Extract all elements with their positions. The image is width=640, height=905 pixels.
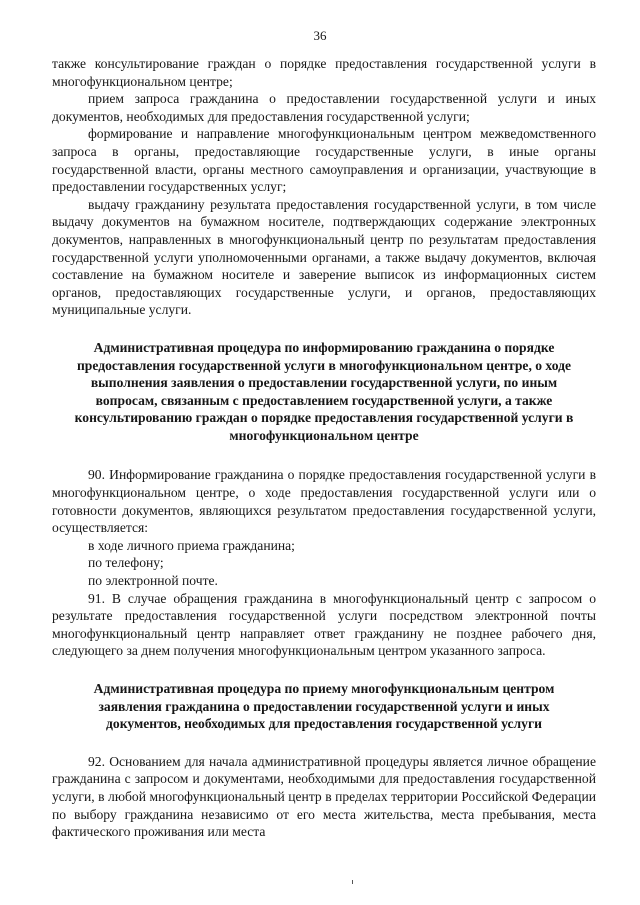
paragraph-92: 92. Основанием для начала административной процедуры является личное обращение гражданина с запросом и документами, необходимыми для предоставления государственной услуги, в любой многофункциональный центр в пределах территории Российской Федерации по выбору гражданина независимо от его места жительства, места пребывания, места фактического проживания или места — [52, 753, 596, 840]
list-item-email: по электронной почте. — [88, 573, 218, 589]
page-number: 36 — [313, 28, 327, 43]
paragraph-90: 90. Информирование гражданина о порядке предоставления государственной услуги в многофункциональном центре, о ходе предоставления государственной услуги или о готовности документов, являющихся результатом предоставления государственной услуги, осуществляется: — [52, 467, 596, 536]
section-heading-application-intake: Административная процедура по приему многофункциональным центром заявления гражданина о предоставлении государственной услуги и иных документов, необходимых для предоставления государственной услуги — [93, 681, 555, 732]
paragraph-result-issuance: выдачу гражданину результата предоставления государственной услуги, в том числе выдачу документов на бумажном носителе, подтверждающих содержание электронных документов, направленных в многофункциональный центр по результатам предоставления государственной услуги уполномоченными органами, а также выдачу документов, включая составление на бумажном носителе и заверение выписок из информационных систем органов, предоставляющих государственные услуги, и органов, предоставляющих муниципальные услуги. — [52, 196, 596, 318]
list-item-phone: по телефону; — [88, 555, 164, 571]
section-heading-informing: Административная процедура по информированию гражданина о порядке предоставления государственной услуги в многофункциональном центре, о ходе выполнения заявления о предоставлении государственной услуги, по иным вопросам, связанным с предоставлением государственной услуги, а также консультированию граждан о порядке предоставления государственной услуги в многофункциональном центре — [74, 339, 574, 443]
scan-speck — [352, 880, 353, 884]
paragraph-interagency-request: формирование и направление многофункциональным центром межведомственного запроса в органы, предоставляющие государственные услуги, в иные органы государственной власти, органы местного самоуправления и организации, участвующие в предоставлении государственных услуг; — [52, 126, 596, 195]
paragraph-request-intake: прием запроса гражданина о предоставлении государственной услуги и иных документов, необходимых для предоставления государственной услуги; — [52, 91, 596, 124]
document-body — [52, 55, 596, 841]
paragraph-91: 91. В случае обращения гражданина в многофункциональный центр с запросом о результате предоставления государственной услуги посредством электронной почты многофункциональный центр направляет ответ гражданину не позднее рабочего дня, следующего за днем получения многофункциональным центром указанного запроса. — [52, 590, 596, 659]
list-item-personal-visit: в ходе личного приема гражданина; — [88, 537, 295, 553]
paragraph-consulting: также консультирование граждан о порядке предоставления государственной услуги в многофункциональном центре; — [52, 56, 596, 89]
